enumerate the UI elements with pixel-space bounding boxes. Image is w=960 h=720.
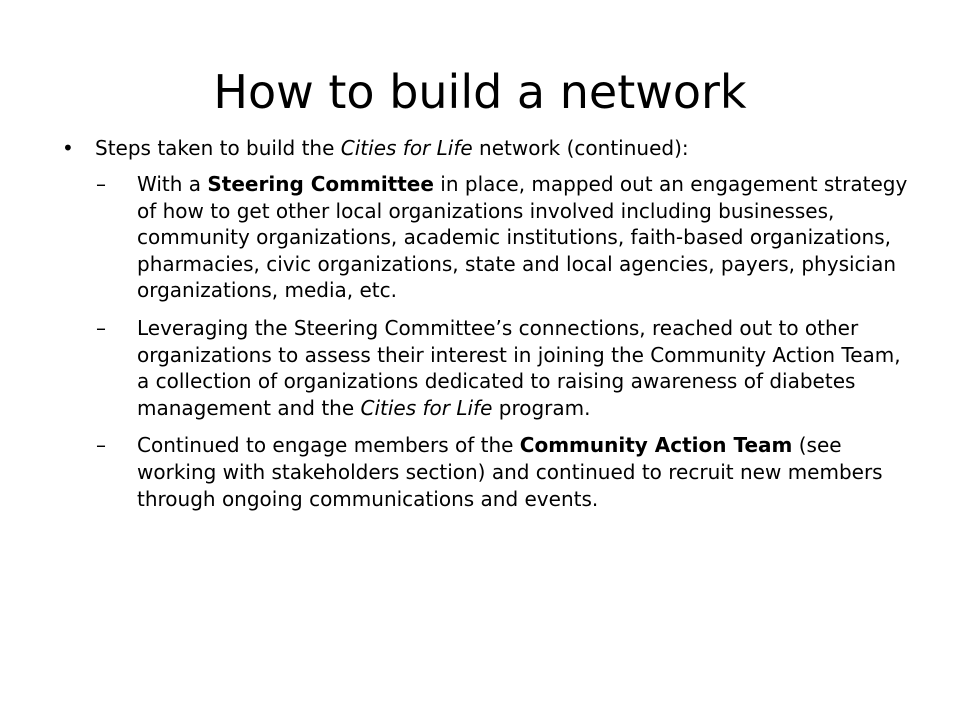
sub-item-text-start: Leveraging the Steering Committee’s connections, reached out to other organizations to assess their interest in joining the Community Action Team, a collection of organizations dedicated to raising awareness of diabetes management and the — [137, 315, 901, 420]
slide-title: How to build a network — [213, 65, 747, 119]
sub-item-steering-committee — [62, 171, 912, 304]
steering-committee-term: Steering Committee — [207, 172, 434, 196]
dash-icon: – — [96, 172, 106, 196]
program-name: Cities for Life — [340, 136, 473, 160]
bullet-item — [62, 136, 912, 161]
bullet-text-end: network (continued): — [472, 136, 689, 160]
slide-body — [62, 136, 912, 523]
sub-item-outreach — [62, 315, 912, 421]
dash-icon: – — [96, 315, 106, 340]
dash-icon: – — [96, 433, 106, 458]
sub-item-text-start: Continued to engage members of the — [137, 433, 520, 458]
bullet-text-start: Steps taken to build the — [95, 136, 341, 160]
community-action-team-term: Community Action Team — [519, 433, 793, 458]
sub-item-community-action-team — [62, 432, 912, 512]
program-name: Cities for Life — [360, 395, 493, 420]
sub-item-text-start: With a — [137, 172, 208, 196]
sub-item-text-end: (see working with stakeholders section) and continued to recruit new members through ongoing communications and events. — [137, 433, 883, 511]
sub-item-text-end: in place, mapped out an engagement strategy of how to get other local organizations involved including businesses, community organizations, academic institutions, faith-based organizations, pharmacies, civic organizations, state and local agencies, payers, physician organizations, media, etc. — [137, 172, 908, 303]
sub-item-text-end: program. — [492, 395, 591, 420]
bullet-icon: • — [62, 136, 74, 160]
